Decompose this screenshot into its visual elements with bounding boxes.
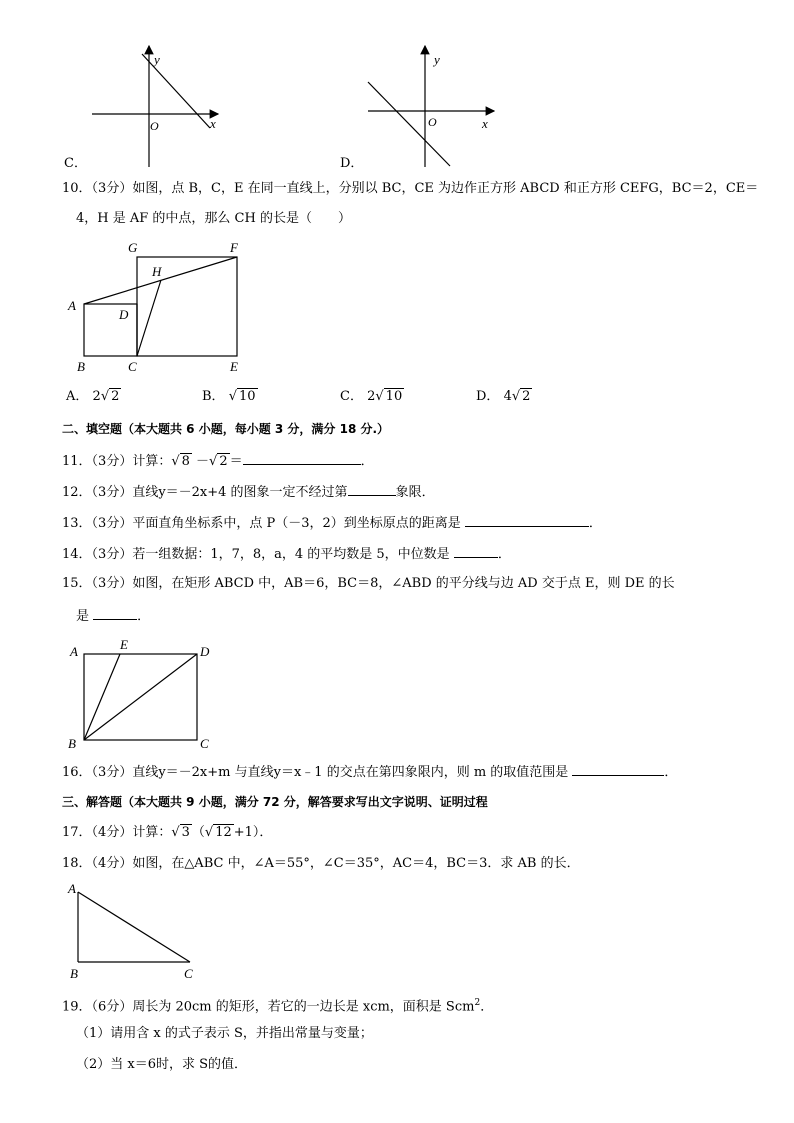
q17: 17．（4分）计算：√ 3 （√ 12 +1）．: [62, 825, 273, 840]
label-d: D: [200, 644, 210, 659]
answer-blank: [348, 482, 396, 496]
line-c: [142, 54, 210, 128]
label-e: E: [120, 637, 128, 652]
q18-figure: [62, 880, 212, 984]
q10-option-c: C． 2√ 10: [340, 389, 403, 404]
label-g: G: [128, 240, 138, 255]
line-d: [368, 82, 450, 166]
origin-label: O: [428, 115, 437, 129]
q15-text-2: 是 ．: [76, 606, 150, 626]
q12: 12．（3分）直线y＝－2x+4 的图象一定不经过第 象限．: [62, 482, 435, 502]
label-f: F: [230, 240, 238, 255]
q10-figure: [62, 236, 262, 376]
y-axis-label: y: [154, 52, 160, 67]
option-d-label: D．: [340, 156, 364, 171]
option-c-label: C．: [64, 156, 87, 171]
q15-figure: [62, 636, 222, 752]
graph-d: [360, 40, 540, 175]
q19-text: 19．（6分）周长为 20cm 的矩形，若它的一边长是 xcm，面积是 Scm$^2$．: [62, 998, 494, 1015]
label-b: B: [70, 966, 78, 981]
label-a: A: [68, 298, 76, 313]
q10-option-d: D． 4√ 2: [476, 389, 531, 404]
q19-sub2: （2）当 x＝6时，求 S的值．: [76, 1057, 248, 1072]
q16: 16．（3分）直线y＝－2x+m 与直线y＝x﹣1 的交点在第四象限内，则 m 的取值范围是 ．: [62, 762, 677, 782]
label-a: A: [70, 644, 78, 659]
label-h: H: [152, 264, 162, 279]
x-axis-label: x: [482, 116, 488, 131]
q19-sub1: （1）请用含 x 的式子表示 S，并指出常量与变量；: [76, 1026, 373, 1041]
answer-blank: [454, 544, 498, 558]
label-e: E: [230, 359, 238, 374]
label-d: D: [119, 307, 129, 322]
q10-text-2: 4，H 是 AF 的中点，那么 CH 的长是（ ）: [76, 211, 351, 226]
answer-blank: [243, 451, 361, 465]
q13: 13．（3分）平面直角坐标系中，点 P（－3，2）到坐标原点的距离是 ．: [62, 513, 602, 533]
answer-blank: [93, 606, 137, 620]
label-c: C: [184, 966, 193, 981]
graph-c: [60, 40, 240, 175]
label-c: C: [200, 736, 209, 751]
q11: 11．（3分）计算：√ 8 －√ 2 ＝ ．: [62, 451, 374, 471]
q10-text: 10．（3分）如图，点 B，C，E 在同一直线上，分别以 BC，CE 为边作正方形 ABCD 和正方形 CEFG，BC＝2，CE＝: [62, 181, 759, 196]
answer-blank: [465, 513, 589, 527]
q10-option-b: B． √ 10: [202, 389, 256, 404]
label-c: C: [128, 359, 137, 374]
label-b: B: [77, 359, 85, 374]
answer-blank: [572, 762, 664, 776]
section-fill-in-heading: 二、填空题（本大题共 6 小题，每小题 3 分，满分 18 分.）: [62, 422, 390, 436]
section-solve-heading: 三、解答题（本大题共 9 小题，满分 72 分，解答要求写出文字说明、证明过程: [62, 795, 488, 809]
origin-label: O: [150, 119, 159, 133]
q15-text: 15．（3分）如图，在矩形 ABCD 中，AB＝6，BC＝8，∠ABD 的平分线与边 AD 交于点 E，则 DE 的长: [62, 576, 675, 591]
y-axis-label: y: [434, 52, 440, 67]
label-a: A: [68, 881, 76, 896]
q18-text: 18．（4分）如图，在△ABC 中，∠A＝55°，∠C＝35°，AC＝4，BC＝3．求 AB 的长．: [62, 856, 580, 871]
label-b: B: [68, 736, 76, 751]
q10-option-a: A． 2√ 2: [66, 389, 120, 404]
x-axis-label: x: [210, 116, 216, 131]
q14: 14．（3分）若一组数据：1，7，8，a，4 的平均数是 5，中位数是 ．: [62, 544, 511, 564]
